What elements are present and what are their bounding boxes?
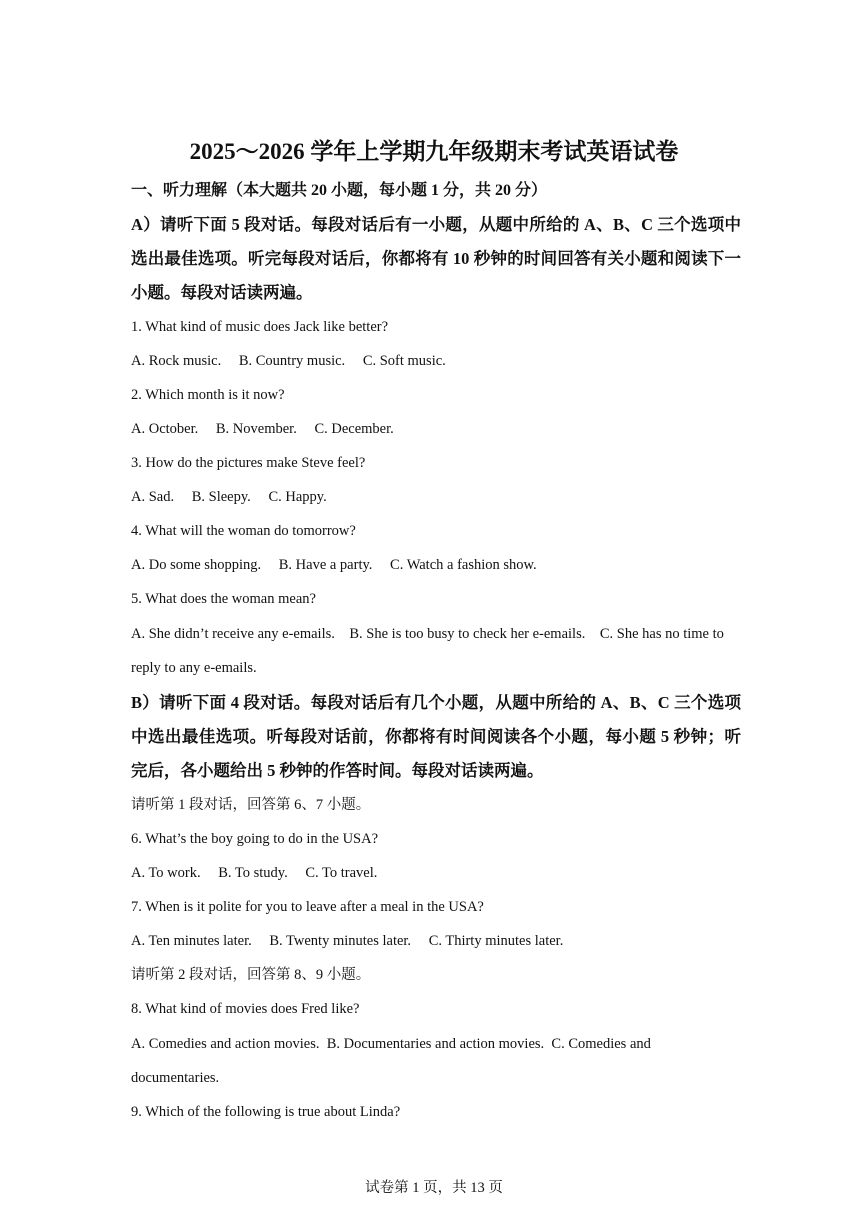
- option-b: B. To study.: [218, 865, 288, 881]
- question-7-options: [131, 931, 563, 951]
- question-7-stem: 7. When is it polite for you to leave after a meal in the USA?: [131, 899, 484, 915]
- option-a: A. October.: [131, 421, 199, 437]
- question-4-options: [131, 555, 537, 575]
- part-b-instructions: B）请听下面 4 段对话。每段对话后有几个小题，从题中所给的 A、B、C 三个选项中选出最佳选项。听每段对话前，你都将有时间阅读各个小题，每小题 5 秒钟；听完后，各小题给出 5 秒钟的作答时间。每段对话读两遍。: [131, 693, 741, 780]
- question-9-stem: 9. Which of the following is true about Linda?: [131, 1104, 401, 1120]
- option-c: C. Soft music.: [362, 353, 446, 369]
- question-3-stem: 3. How do the pictures make Steve feel?: [131, 455, 366, 471]
- exam-title: 2025～2026 学年上学期九年级期末考试英语试卷: [189, 139, 679, 164]
- question-1-options: [131, 351, 446, 371]
- option-a: A. Sad.: [131, 489, 175, 505]
- question-6-options: [131, 863, 377, 883]
- option-a: A. Ten minutes later.: [131, 933, 252, 949]
- question-1-stem: 1. What kind of music does Jack like better?: [131, 319, 389, 335]
- option-b: B. November.: [215, 421, 297, 437]
- dialogue-1-note: 请听第 1 段对话，回答第 6、7 小题。: [131, 797, 371, 813]
- part-a-instructions: A）请听下面 5 段对话。每段对话后有一小题，从题中所给的 A、B、C 三个选项中选出最佳选项。听完每段对话后，你都将有 10 秒钟的时间回答有关小题和阅读下一小题。每段对话读两遍。: [131, 215, 741, 302]
- question-2-options: [131, 419, 394, 439]
- option-c: C. Thirty minutes later.: [428, 933, 564, 949]
- question-5-stem: 5. What does the woman mean?: [131, 591, 316, 607]
- option-a: A. Do some shopping.: [131, 557, 262, 573]
- question-5-options: A. She didn’t receive any e-emails. B. She is too busy to check her e-emails. C. She has no time to reply to any e-emails.: [131, 626, 728, 676]
- question-8-options: A. Comedies and action movies. B. Documentaries and action movies. C. Comedies and documentaries.: [131, 1036, 655, 1086]
- dialogue-2-note: 请听第 2 段对话，回答第 8、9 小题。: [131, 967, 371, 983]
- option-c: C. Happy.: [268, 489, 327, 505]
- option-c: C. To travel.: [305, 865, 378, 881]
- question-6-stem: 6. What’s the boy going to do in the USA?: [131, 831, 379, 847]
- option-b: B. Twenty minutes later.: [269, 933, 412, 949]
- option-a: A. Rock music.: [131, 353, 222, 369]
- question-3-options: [131, 487, 327, 507]
- option-c: C. December.: [314, 421, 394, 437]
- question-4-stem: 4. What will the woman do tomorrow?: [131, 523, 356, 539]
- option-a: A. To work.: [131, 865, 201, 881]
- question-8-stem: 8. What kind of movies does Fred like?: [131, 1001, 360, 1017]
- option-b: B. Sleepy.: [191, 489, 251, 505]
- option-b: B. Country music.: [238, 353, 346, 369]
- page-footer: 试卷第 1 页，共 13 页: [365, 1180, 503, 1196]
- option-b: B. Have a party.: [278, 557, 373, 573]
- option-c: C. Watch a fashion show.: [390, 557, 537, 573]
- section-heading-listening: 一、听力理解（本大题共 20 小题，每小题 1 分，共 20 分）: [131, 182, 548, 199]
- question-2-stem: 2. Which month is it now?: [131, 387, 285, 403]
